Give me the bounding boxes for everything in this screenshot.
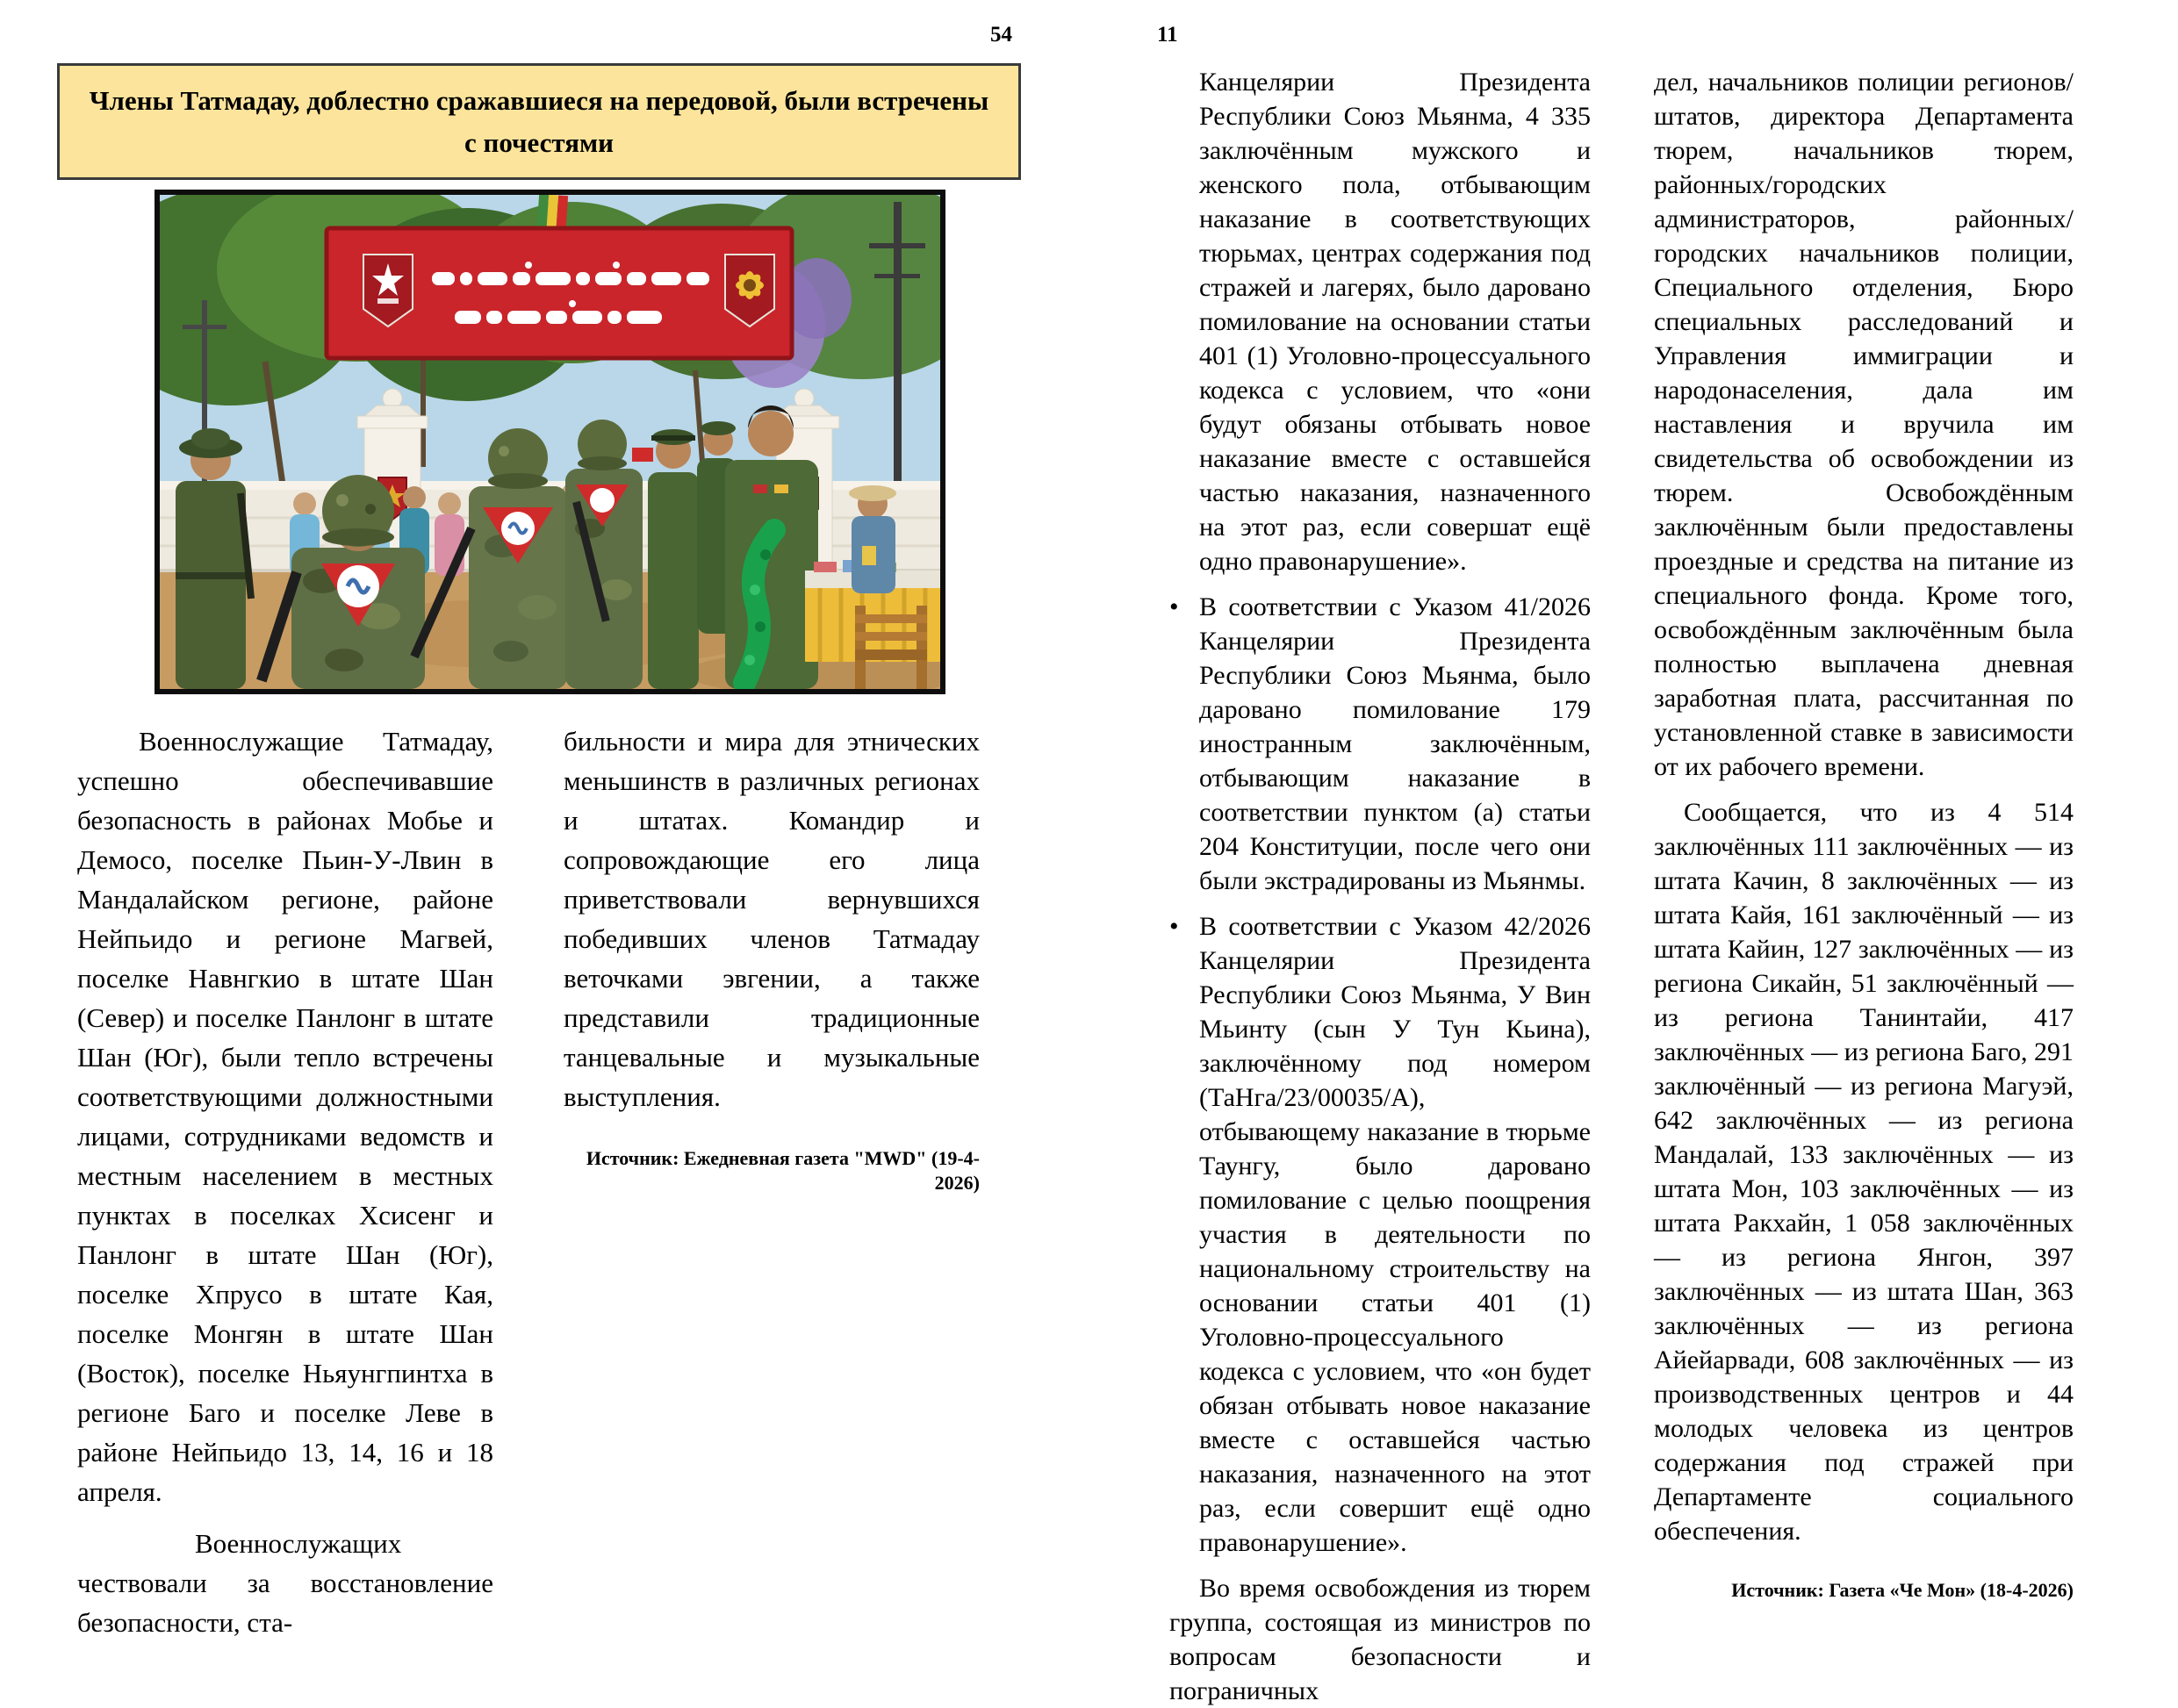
left-page-column-2: [564, 721, 980, 1195]
photo-frame: [155, 190, 945, 694]
right-page-column-2: [1654, 65, 2074, 1603]
bullet-marker: •: [1169, 912, 1179, 941]
paragraph: Военнослужащих чествовали за восстановление безопасности, ста-: [77, 1528, 493, 1638]
bullet-item: [1169, 590, 1591, 898]
paragraph: В соответствии с Указом 42/2026 Канцелярии Президента Республики Союз Мьянма, У Вин Мьинту (сын У Тун Кьина), заключённому под номером (ТаНга/23/00035/А), отбывающему наказание в тюрьме Таунгу, было даровано помилование с целью поощрения участия в деятельности по национальному строительству на основании статьи 401 (1) Уголовно-процессуального кодекса с условием, что «он будет обязан отбывать новое наказание вместе с оставшейся частью наказания, назначенного на этот раз, если совершит ещё одно правонарушение».: [1199, 912, 1591, 1557]
article-headline: Члены Татмадау, доблестно сражавшиеся на передовой, были встречены с почестями: [89, 84, 989, 158]
photo-illustration: [160, 195, 940, 689]
banner: [327, 228, 792, 358]
bullet-item: [1169, 909, 1591, 1560]
source-line-left: Источник: Ежедневная газета "MWD" (19-4-2026): [586, 1147, 980, 1194]
page-number-left: 54: [990, 23, 1012, 47]
paragraph: Сообщается, что из 4 514 заключённых 111 заключённых — из штата Качин, 8 заключённых — из штата Кайя, 161 заключённый — из штата Кайин, 127 заключённых — из региона Сикайн, 51 заключённый — из региона Танинтайи, 417 заключённых — из региона Баго, 291 заключённый — из региона Магуэй, 642 заключённых — из региона Мандалай, 133 заключённых — из штата Мон, 103 заключённых — из штата Ракхайн, 1 058 заключённых — из региона Янгон, 397 заключённых — из штата Шан, 363 заключённых — из региона Айейарвади, 608 заключённых — из производственных центров и 44 молодых человека из центров содержания под стражей при Департаменте социального обеспечения.: [1654, 798, 2074, 1546]
paragraph: Во время освобождения из тюрем группа, состоящая из министров по вопросам безопасности и пограничных: [1169, 1574, 1591, 1705]
headline-box: [57, 63, 1021, 180]
paragraph: дел, начальников полиции регионов/штатов, директора Департамента тюрем, начальников тюрем, районных/городских администраторов, районных/городских начальников полиции, Специального отделения, Бюро специальных расследований и Управления иммиграции и народонаселения, дала им наставления и вручила им свидетельства об освобождении из тюрем. Освобождённым заключённым были предоставлены проездные и средства на питание из специального фонда. Кроме того, освобождённым заключённым была полностью выплачена дневная заработная плата, рассчитанная по установленной ставке в зависимости от их рабочего времени.: [1654, 68, 2074, 781]
bullet-marker: •: [1169, 592, 1179, 621]
paragraph: бильности и мира для этнических меньшинств в различных регионах и штатах. Командир и сопровождающие его лица приветствовали вернувшихся победивших членов Татмадау веточками эвгении, а также представили традиционные танцевальные и музыкальные выступления.: [564, 726, 980, 1112]
paragraph: Канцелярии Президента Республики Союз Мьянма, 4 335 заключённым мужского и женского пола, отбывающим наказание в соответствующих тюрьмах, центрах содержания под стражей и лагерях, было даровано помилование на основании статьи 401 (1) Уголовно-процессуального кодекса с условием, что «они будут обязаны отбывать новое наказание вместе с оставшейся частью наказания, назначенного на этот раз, если совершат ещё одно правонарушение».: [1199, 68, 1591, 576]
source-line-right: Источник: Газета «Че Мон» (18-4-2026): [1731, 1579, 2074, 1601]
page-number-right: 11: [1157, 23, 1178, 47]
paragraph: В соответствии с Указом 41/2026 Канцелярии Президента Республики Союз Мьянма, было даровано помилование 179 иностранным заключённым, отбывающим наказание в соответствии пунктом (а) статьи 204 Конституции, после чего они были экстрадированы из Мьянмы.: [1199, 592, 1591, 895]
right-page-column-1: [1169, 65, 1591, 1708]
left-page-column-1: [77, 721, 493, 1642]
paragraph: Военнослужащие Татмадау, успешно обеспечивавшие безопасность в районах Мобье и Демосо, поселке Пьин-У-Лвин в Мандалайском регионе, районе Нейпьидо и регионе Магвей, поселке Навнгкио в штате Шан (Север) и поселке Панлонг в штате Шан (Юг), были тепло встречены соответствующими должностными лицами, сотрудниками ведомств и местным населением в местных пунктах в поселках Хсисенг и Панлонг в штате Шан (Юг), поселке Хпрусо в штате Кая, поселке Монгян в штате Шан (Восток), поселке Ньяунгпинтха в регионе Баго и поселке Леве в районе Нейпьидо 13, 14, 16 и 18 апреля.: [77, 726, 493, 1507]
